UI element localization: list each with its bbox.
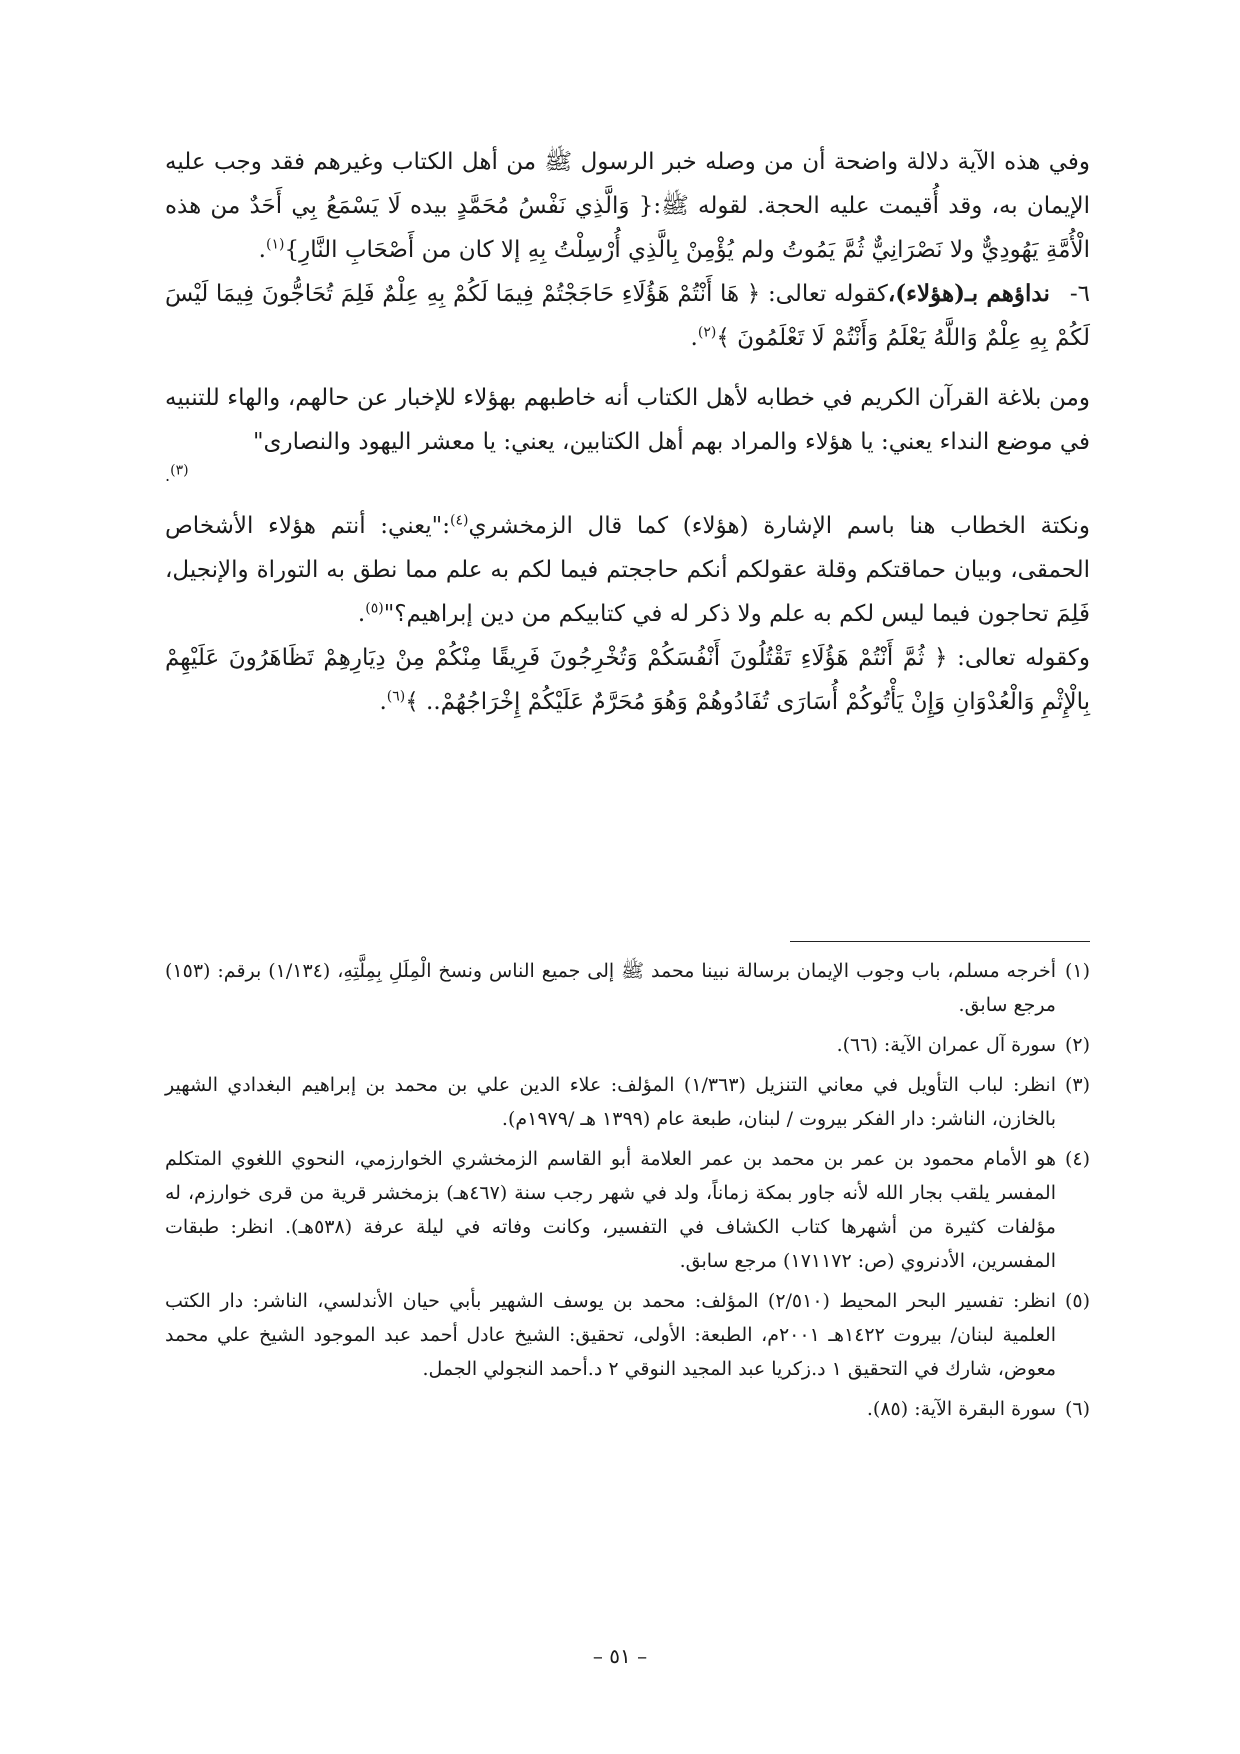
footnote — [165, 1142, 1090, 1278]
footnote-ref-5[interactable]: (٥) — [365, 600, 384, 617]
footnote-number: (٥) — [1064, 1290, 1090, 1312]
sentence-end: . — [690, 325, 698, 351]
paragraph-balagha — [165, 376, 1090, 464]
footnote — [165, 1284, 1090, 1386]
footnote — [165, 1028, 1090, 1062]
footnote-text: سورة البقرة الآية: (٨٥). — [866, 1398, 1056, 1420]
footnote-number: (٢) — [1064, 1034, 1090, 1056]
footnote-ref-4[interactable]: (٤) — [449, 512, 469, 529]
footnote-text: انظر: تفسير البحر المحيط (٢/٥١٠) المؤلف: محمد بن يوسف الشهير بأبي حيان الأندلسي، الناشر: دار الكتب العلمية لبنان/ بيروت ١٤٢٢هـ ٢٠٠١م، الطبعة: الأولى، تحقيق: الشيخ عادل أحمد عبد الموجود الشيخ علي محمد معوض، شارك في التحقيق ١ د.زكريا عبد المجيد النوقي ٢ د.أحمد النجولي الجمل. — [165, 1290, 1056, 1380]
paragraph-text: وفي هذه الآية دلالة واضحة أن من وصله خبر الرسول ﷺ من أهل الكتاب وغيرهم فقد وجب عليه الإيمان به، وقد أُقيمت عليه الحجة. لقوله ﷺ:{ وَالَّذِي نَفْسُ مُحَمَّدٍ بيده لَا يَسْمَعُ بِي أَحَدٌ من هذه الْأُمَّةِ يَهُودِيٌّ ولا نَصْرَانِيٌّ ثُمَّ يَمُوتُ ولم يُؤْمِنْ بِالَّذِي أُرْسِلْتُ بِهِ إلا كان من أَصْحَابِ النَّارِ} — [165, 149, 1090, 263]
footnote-number: (٦) — [1064, 1398, 1090, 1420]
sentence-end: . — [379, 689, 387, 715]
footnote-text: أخرجه مسلم، باب وجوب الإيمان برسالة نبينا محمد ﷺ إلى جميع الناس ونسخ الْمِلَلِ بِمِلَّتِهِ، (١/١٣٤) برقم: (١٥٣) مرجع سابق. — [165, 960, 1056, 1016]
footnote-divider — [790, 941, 1090, 942]
page-number: – ٥١ – — [592, 1644, 648, 1668]
footnote-number: (٣) — [1064, 1074, 1090, 1096]
footnote-ref-2[interactable]: (٢) — [697, 324, 717, 341]
list-item-title: نداؤهم بـ(هؤلاء)، — [887, 280, 1050, 307]
footnote-ref-6[interactable]: (٦) — [386, 688, 406, 705]
sentence-end: . — [357, 601, 366, 627]
paragraph-text: ونكتة الخطاب هنا باسم الإشارة (هؤلاء) كما قال الزمخشري — [468, 513, 1091, 539]
footnote-ref-3[interactable]: (٣) — [170, 462, 189, 479]
footnote-text: سورة آل عمران الآية: (٦٦). — [836, 1034, 1056, 1056]
main-text — [165, 140, 1090, 724]
footnote-text: انظر: لباب التأويل في معاني التنزيل (١/٣٦٣) المؤلف: علاء الدين علي بن محمد بن إبراهيم البغدادي الشهير بالخازن، الناشر: دار الفكر بيروت / لبنان، طبعة عام (١٣٩٩ هـ /١٩٧٩م). — [165, 1074, 1056, 1130]
paragraph-verse — [165, 636, 1090, 724]
sentence-end: . — [165, 466, 171, 485]
paragraph-quote: :"يعني: أنتم هؤلاء الأشخاص الحمقى، وبيان حماقتكم وقلة عقولكم أنكم حاججتم فيما لكم به علم مما نطق به التوراة والإنجيل، فَلِمَ تحاجون فيما ليس لكم به علم ولا ذكر له في كتابيكم من دين إبراهيم؟" — [165, 513, 1090, 627]
paragraph-text: ومن بلاغة القرآن الكريم في خطابه لأهل الكتاب أنه خاطبهم بهؤلاء للإخبار عن حالهم، والهاء للتنبيه في موضع النداء يعني: يا هؤلاء والمراد بهم أهل الكتابين، يعني: يا معشر اليهود والنصارى" — [165, 385, 1090, 455]
list-item-text: كقوله تعالى: ﴿ هَا أَنْتُمْ هَؤُلَاءِ حَاجَجْتُمْ فِيمَا لَكُمْ بِهِ عِلْمٌ فَلِمَ تُحَاجُّونَ فِيمَا لَيْسَ لَكُمْ بِهِ عِلْمٌ وَاللَّهُ يَعْلَمُ وَأَنْتُمْ لَا تَعْلَمُونَ ﴾ — [165, 281, 1090, 351]
footnote — [165, 1068, 1090, 1136]
footnotes — [165, 954, 1090, 1432]
citation-line — [165, 464, 1090, 488]
paragraph-text: وكقوله تعالى: ﴿ ثُمَّ أَنْتُمْ هَؤُلَاءِ تَقْتُلُونَ أَنْفُسَكُمْ وَتُخْرِجُونَ فَرِيقًا مِنْكُمْ مِنْ دِيَارِهِمْ تَظَاهَرُونَ عَلَيْهِمْ بِالْإِثْمِ وَالْعُدْوَانِ وَإِنْ يَأْتُوكُمْ أُسَارَى تُفَادُوهُمْ وَهُوَ مُحَرَّمٌ عَلَيْكُمْ إِخْرَاجُهُمْ.. ﴾ — [165, 645, 1090, 715]
list-item-number: ٦- — [1069, 281, 1091, 307]
list-item-6 — [165, 272, 1090, 360]
footnote — [165, 1392, 1090, 1426]
sentence-end: . — [258, 237, 266, 263]
paragraph-hadith — [165, 140, 1090, 272]
paragraph-zamakhshari — [165, 504, 1090, 636]
footnote-number: (١) — [1064, 960, 1090, 982]
footnote-ref-1[interactable]: (١) — [265, 236, 285, 253]
footnote — [165, 954, 1090, 1022]
footnote-text: هو الأمام محمود بن عمر بن محمد بن عمر العلامة أبو القاسم الزمخشري الخوارزمي، النحوي اللغوي المتكلم المفسر يلقب بجار الله لأنه جاور بمكة زماناً، ولد في شهر رجب سنة (٤٦٧هـ) بزمخشر قرية من قرى خوارزم، له مؤلفات كثيرة من أشهرها كتاب الكشاف في التفسير، وكانت وفاته في ليلة عرفة (٥٣٨هـ). انظر: طبقات المفسرين، الأدنروي (ص: ١٧١١٧٢) مرجع سابق. — [165, 1148, 1056, 1272]
footnote-number: (٤) — [1064, 1148, 1090, 1170]
